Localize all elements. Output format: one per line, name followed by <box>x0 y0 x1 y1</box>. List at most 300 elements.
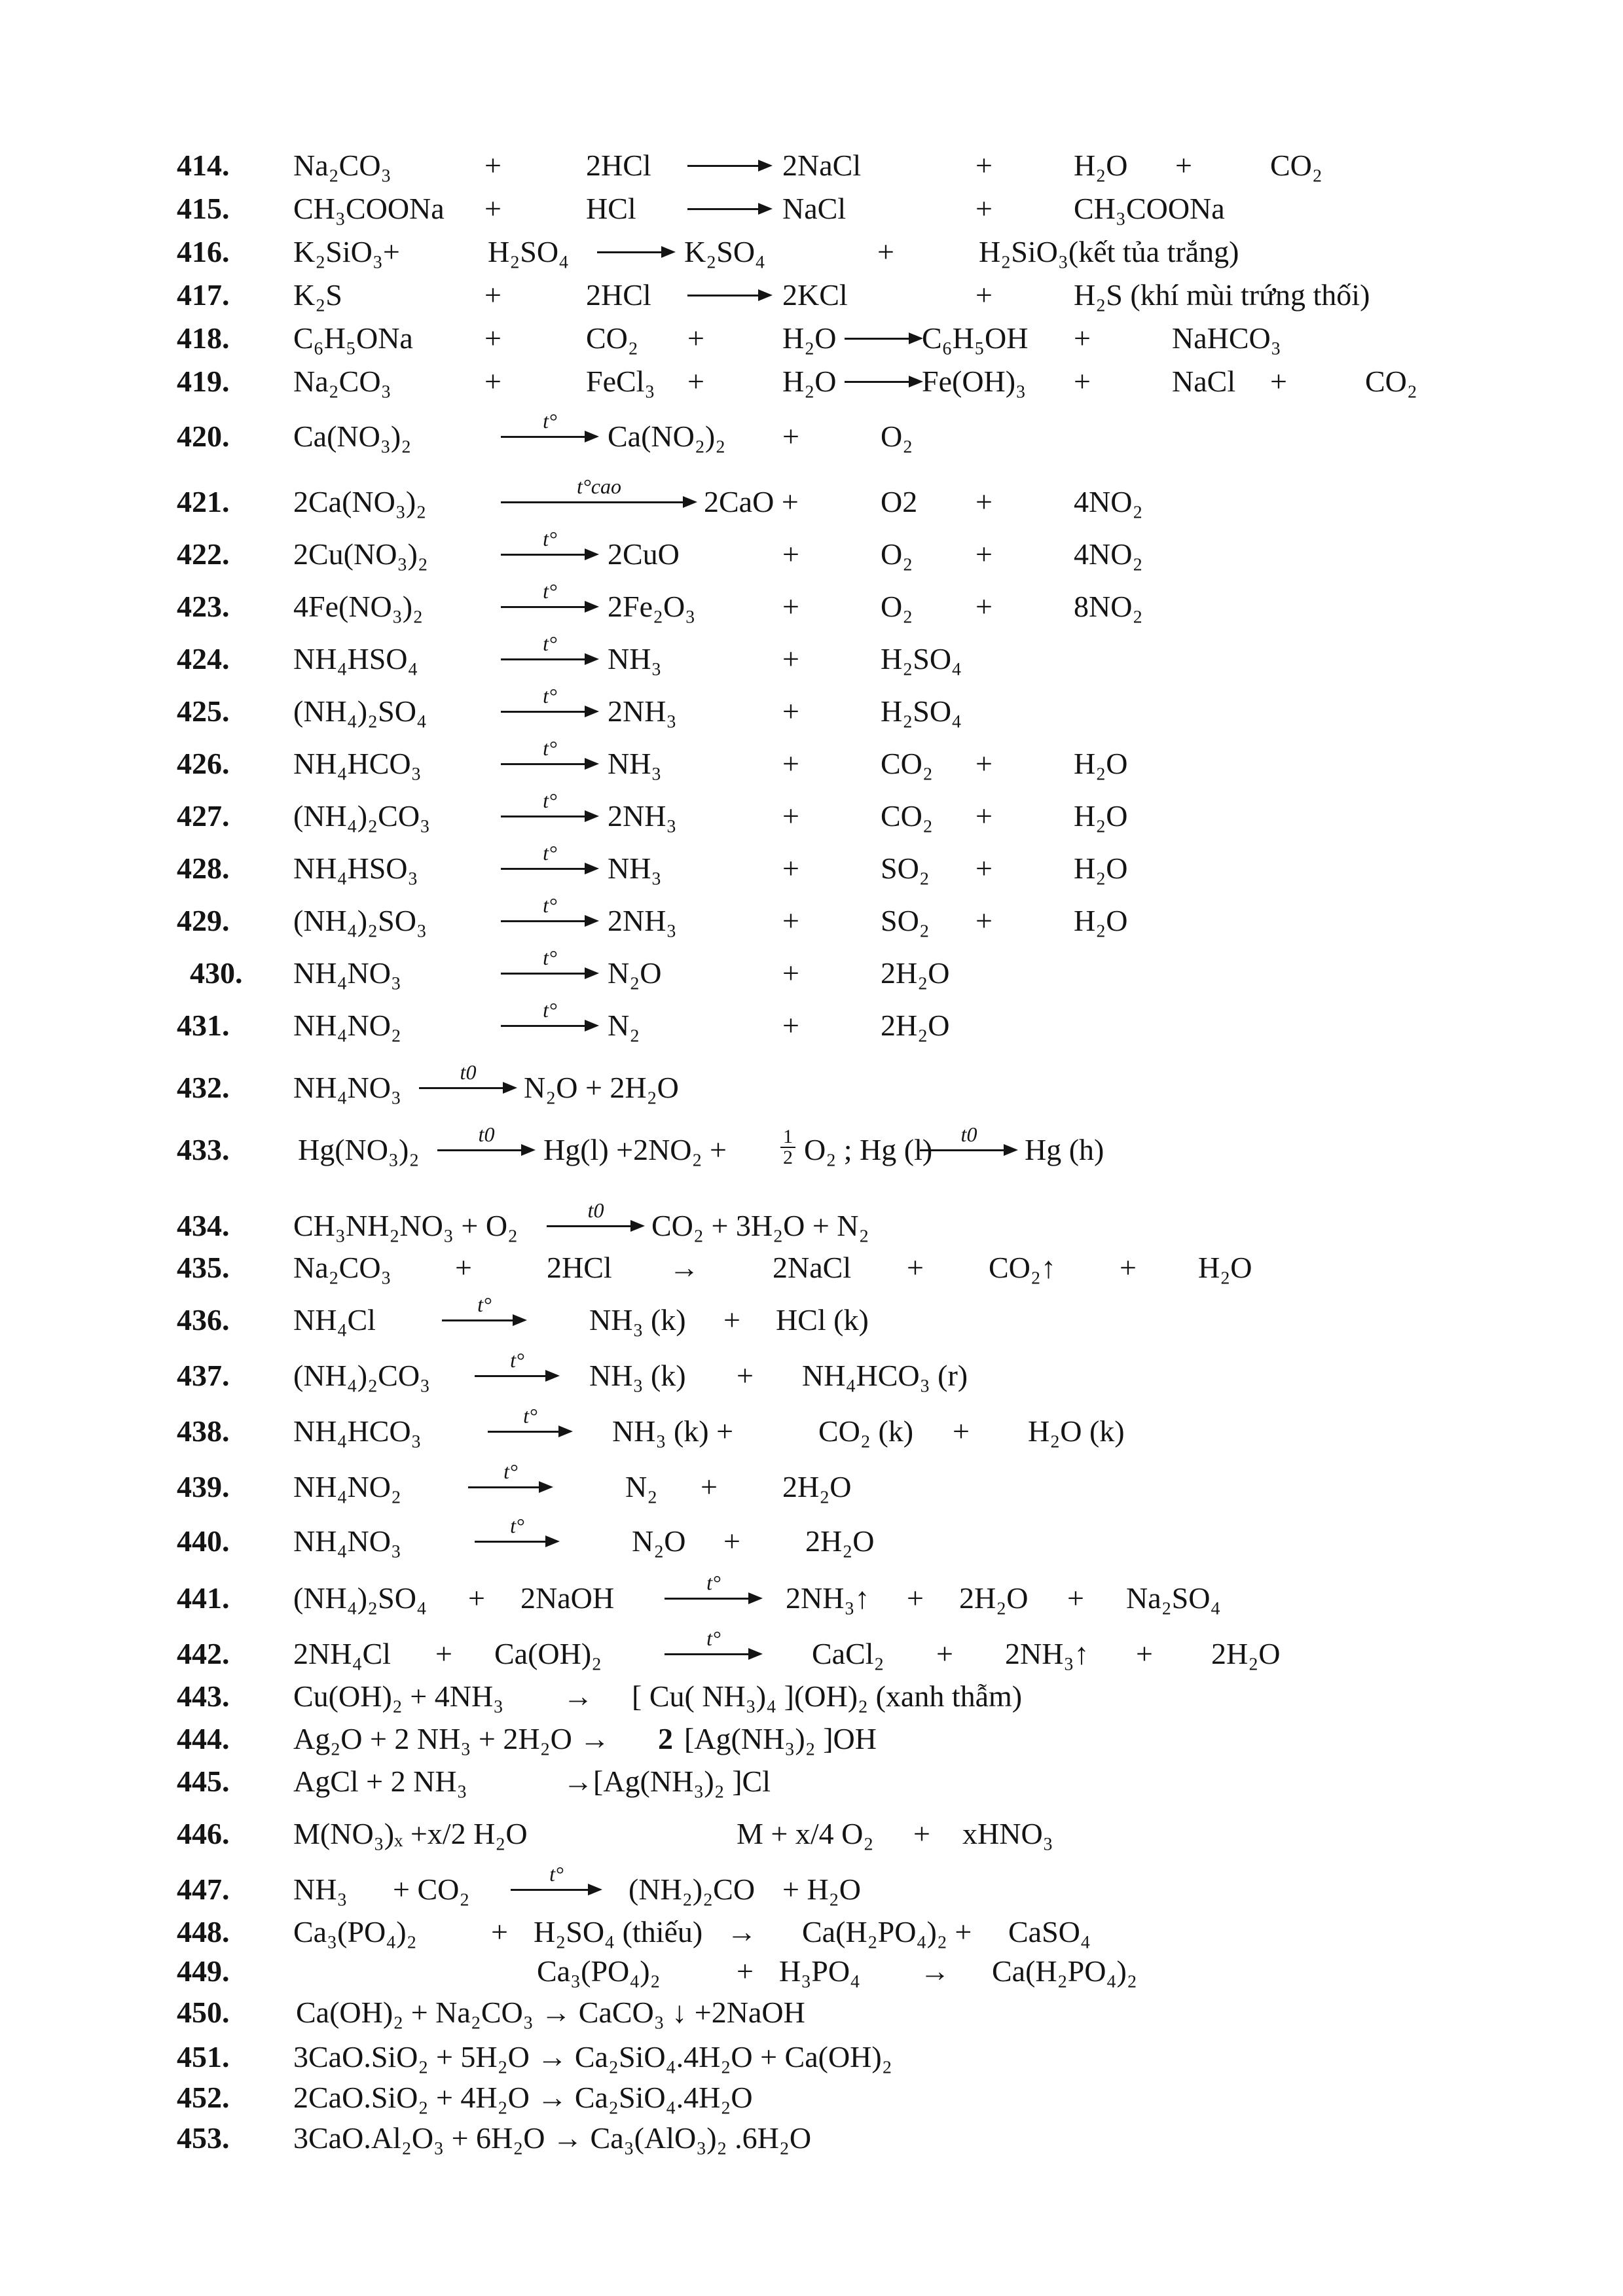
product: 2CuO <box>608 537 680 571</box>
product: O₂ ; Hg (l) <box>804 1133 933 1166</box>
arrow-text: → <box>669 1251 699 1284</box>
reaction-number: 444. <box>177 1722 230 1755</box>
reaction-row <box>0 1721 1623 1770</box>
product: CaSO₄ <box>1008 1915 1091 1948</box>
reaction-arrow <box>501 893 599 939</box>
reaction-number: 418. <box>177 321 230 355</box>
product: 2NH₃ <box>608 799 677 833</box>
reactant: Na₂CO₃ <box>293 1251 392 1284</box>
reactant: NH₄HCO₃ <box>293 747 422 780</box>
reaction-number: 419. <box>177 365 230 398</box>
reaction-arrow <box>687 191 773 226</box>
product: Fe(OH)₃ <box>922 365 1027 398</box>
plus: + <box>782 852 799 885</box>
fraction-numerator: 1 <box>780 1127 795 1148</box>
coefficient: 2 <box>658 1722 673 1755</box>
reaction-condition: t°cao <box>577 475 621 498</box>
reactant: AgCl + 2 NH₃ <box>293 1765 467 1798</box>
product: H₂O (k) <box>1028 1414 1125 1448</box>
plus: + <box>976 590 993 623</box>
reaction-row <box>0 998 1623 1056</box>
plus: + <box>1136 1637 1153 1670</box>
product: xHNO₃ <box>962 1817 1053 1850</box>
equation: 3CaO.Al₂O₃ + 6H₂O → Ca₃(AlO₃)₂ .6H₂O <box>293 2121 812 2155</box>
reaction-arrow <box>687 148 773 183</box>
product: Hg (h) <box>1025 1133 1104 1166</box>
product: H₂O <box>1074 904 1128 937</box>
plus: + <box>976 747 993 780</box>
reaction-arrow <box>501 409 599 454</box>
product: 2H₂O <box>881 1009 950 1042</box>
reaction-number: 432. <box>177 1071 230 1104</box>
reaction-condition: t° <box>706 1571 721 1594</box>
reaction-row <box>0 841 1623 899</box>
reaction-arrow <box>501 579 599 624</box>
reaction-number: 428. <box>177 852 230 885</box>
product: NaCl <box>1172 365 1236 398</box>
reaction-arrow <box>475 1514 560 1559</box>
reaction-arrow <box>501 475 697 520</box>
reaction-number: 450. <box>177 1996 230 2029</box>
plus: + <box>976 192 993 225</box>
product: CO₂ <box>881 747 933 780</box>
reactant: (NH₄)₂SO₄ <box>293 694 427 728</box>
reactant: FeCl₃ <box>586 365 655 398</box>
reaction-condition: t° <box>503 1460 518 1483</box>
product: H₂O <box>1074 747 1128 780</box>
reaction-number: 445. <box>177 1765 230 1798</box>
plus: + <box>701 1470 718 1503</box>
product: Na₂SO₄ <box>1126 1581 1221 1615</box>
plus: + <box>1175 149 1192 182</box>
plus: + <box>907 1251 924 1284</box>
product: 2Fe₂O₃ <box>608 590 696 623</box>
product: SO₂ <box>881 904 930 937</box>
reaction-arrow <box>468 1460 553 1505</box>
plus: + <box>484 321 501 355</box>
reactant: (NH₄)₂CO₃ <box>293 1359 431 1392</box>
reaction-number: 430. <box>190 956 243 990</box>
product: NH₃ <box>608 642 662 675</box>
reactant: CH₃COONa <box>293 192 445 225</box>
reaction-arrow <box>547 1198 645 1244</box>
product: SO₂ <box>881 852 930 885</box>
product: NH₃ (k) + <box>612 1414 734 1448</box>
reactant: CO₂ <box>586 321 638 355</box>
product: NH₃ (k) <box>589 1303 686 1336</box>
reaction-number: 435. <box>177 1251 230 1284</box>
reaction-row <box>0 1348 1623 1407</box>
reaction-row <box>0 278 1623 326</box>
reaction-condition: t° <box>543 893 557 917</box>
reactant: H₂O <box>782 321 837 355</box>
reaction-condition: t° <box>543 998 557 1022</box>
reaction-number: 417. <box>177 278 230 312</box>
reaction-number: 415. <box>177 192 230 225</box>
reaction-arrow <box>501 998 599 1043</box>
reactant: Ca(OH)₂ <box>494 1637 602 1670</box>
reaction-arrow <box>920 1122 1018 1168</box>
product: NaHCO₃ <box>1172 321 1281 355</box>
reaction-arrow <box>687 278 773 313</box>
reaction-row <box>0 946 1623 1004</box>
plus: + <box>484 365 501 398</box>
reaction-row <box>0 1514 1623 1572</box>
arrow-text: → <box>920 1954 950 1988</box>
reactant: Ca₃(PO₄)₂ <box>537 1954 661 1988</box>
plus: + <box>976 852 993 885</box>
reactant: NH₄Cl <box>293 1303 376 1336</box>
reaction-number: 439. <box>177 1470 230 1503</box>
product: Ca(H₂PO₄)₂ + <box>802 1915 972 1948</box>
reaction-arrow <box>665 1571 763 1616</box>
product: NH₄HCO₃ (r) <box>802 1359 968 1392</box>
product: CH₃COONa <box>1074 192 1225 225</box>
plus: + <box>687 321 704 355</box>
plus: + <box>737 1359 754 1392</box>
plus: + <box>782 694 799 728</box>
plus: + <box>723 1303 740 1336</box>
arrow-text: → <box>563 1679 593 1713</box>
reaction-condition: t0 <box>960 1122 977 1146</box>
product: 2H₂O <box>959 1581 1029 1615</box>
reactant: H₂O <box>782 365 837 398</box>
reaction-condition: t0 <box>587 1198 604 1222</box>
reaction-arrow <box>442 1293 527 1338</box>
reaction-row <box>0 191 1623 240</box>
plus: + <box>976 799 993 833</box>
reactant: 2NH₄Cl <box>293 1637 391 1670</box>
reaction-row <box>0 234 1623 283</box>
plus: + <box>782 420 799 453</box>
plus: + <box>1067 1581 1084 1615</box>
plus: + <box>782 904 799 937</box>
reaction-number: 436. <box>177 1303 230 1336</box>
reaction-number: 453. <box>177 2121 230 2155</box>
reactant: (NH₄)₂SO₃ <box>293 904 427 937</box>
plus: + <box>976 485 993 518</box>
reaction-number: 427. <box>177 799 230 833</box>
product: N₂O + 2H₂O <box>524 1071 679 1104</box>
equation: 2CaO.SiO₂ + 4H₂O → Ca₂SiO₄.4H₂O <box>293 2081 753 2114</box>
reaction-number: 442. <box>177 1637 230 1670</box>
product: 2NH₃ <box>608 904 677 937</box>
product: H₂O <box>1074 149 1128 182</box>
product: 2H₂O <box>805 1524 875 1558</box>
reactant: 2HCl <box>586 149 651 182</box>
reaction-arrow <box>501 527 599 572</box>
plus: + <box>976 904 993 937</box>
product: M + x/4 O₂ <box>737 1817 874 1850</box>
reaction-row <box>0 1816 1623 1865</box>
product: Ca(NO₂)₂ <box>608 420 726 453</box>
reaction-arrow <box>501 632 599 677</box>
plus: + <box>723 1524 740 1558</box>
product: H₂O <box>1198 1251 1252 1284</box>
product: CO₂↑ <box>989 1251 1056 1284</box>
product: 2NH₃ <box>608 694 677 728</box>
reaction-row <box>0 789 1623 847</box>
product: CO₂ <box>881 799 933 833</box>
product: O2 <box>881 485 918 518</box>
product: CO₂ <box>1365 365 1417 398</box>
reaction-arrow <box>501 789 599 834</box>
plus: + <box>913 1817 930 1850</box>
reaction-number: 420. <box>177 420 230 453</box>
reactant: Ca(NO₃)₂ <box>293 420 412 453</box>
reaction-row <box>0 1293 1623 1351</box>
plus: + <box>1074 321 1091 355</box>
reaction-arrow <box>501 946 599 991</box>
equation: Ca(OH)₂ + Na₂CO₃ → CaCO₃ ↓ +2NaOH <box>296 1996 805 2029</box>
reaction-arrow <box>501 841 599 886</box>
product: [ Cu( NH₃)₄ ](OH)₂ (xanh thẫm) <box>632 1679 1023 1713</box>
reaction-condition: t° <box>543 789 557 812</box>
reactant: NH₄NO₃ <box>293 1071 401 1104</box>
reaction-number: 443. <box>177 1679 230 1713</box>
reactant: NH₄HCO₃ <box>293 1414 422 1448</box>
product: H₂O <box>1074 799 1128 833</box>
reaction-number: 434. <box>177 1209 230 1242</box>
plus: + <box>455 1251 472 1284</box>
reaction-number: 446. <box>177 1817 230 1850</box>
reactant: Hg(NO₃)₂ <box>298 1133 420 1166</box>
reaction-condition: t° <box>510 1348 524 1372</box>
reaction-number: 431. <box>177 1009 230 1042</box>
reaction-number: 451. <box>177 2040 230 2073</box>
reaction-condition: t0 <box>460 1060 477 1084</box>
reactant: 2Cu(NO₃)₂ <box>293 537 428 571</box>
reaction-condition: t° <box>543 632 557 655</box>
product: 8NO₂ <box>1074 590 1143 623</box>
reaction-arrow <box>437 1122 536 1168</box>
reactant: H₂SO₄ <box>488 235 570 268</box>
product: H₂SiO₃(kết tủa trắng) <box>979 235 1239 268</box>
reactant: 2NaOH <box>520 1581 615 1615</box>
reaction-row <box>0 1404 1623 1462</box>
plus: + <box>484 192 501 225</box>
reaction-row <box>0 736 1623 795</box>
product: O₂ <box>881 537 913 571</box>
product: 2NaCl <box>782 149 862 182</box>
reaction-number: 433. <box>177 1133 230 1166</box>
reactant: 4Fe(NO₃)₂ <box>293 590 424 623</box>
reaction-condition: t° <box>706 1626 721 1650</box>
reactant: HCl <box>586 192 636 225</box>
product: 2H₂O <box>782 1470 852 1503</box>
product: H₂S (khí mùi trứng thối) <box>1074 278 1370 312</box>
product: N₂ <box>625 1470 658 1503</box>
product: 4NO₂ <box>1074 537 1143 571</box>
reaction-row <box>0 409 1623 467</box>
reaction-condition: t° <box>543 579 557 603</box>
reactant: 2HCl <box>586 278 651 312</box>
reaction-row <box>0 1198 1623 1257</box>
product: (NH₂)₂CO <box>629 1873 756 1906</box>
reaction-row <box>0 1764 1623 1812</box>
reactant: NH₃ <box>293 1873 348 1906</box>
plus: + <box>782 642 799 675</box>
reactant: Na₂CO₃ <box>293 365 392 398</box>
reaction-number: 423. <box>177 590 230 623</box>
reaction-arrow <box>511 1862 602 1907</box>
product: Hg(l) +2NO₂ + <box>543 1133 727 1166</box>
reaction-row <box>0 1250 1623 1299</box>
reaction-arrow <box>845 364 923 399</box>
reactant: K₂S <box>293 278 342 312</box>
product: 4NO₂ <box>1074 485 1143 518</box>
reaction-condition: t° <box>543 736 557 760</box>
reactant: Cu(OH)₂ + 4NH₃ <box>293 1679 504 1713</box>
plus: + <box>782 590 799 623</box>
reaction-row <box>0 1862 1623 1920</box>
plus: + <box>782 1009 799 1042</box>
reaction-number: 452. <box>177 2081 230 2114</box>
reaction-number: 448. <box>177 1915 230 1948</box>
product: HCl (k) <box>776 1303 869 1336</box>
product: 2NH₃↑ <box>1005 1637 1089 1670</box>
reaction-row <box>0 1460 1623 1518</box>
product: 2H₂O <box>881 956 950 990</box>
reactant: Ag₂O + 2 NH₃ + 2H₂O → <box>293 1722 610 1755</box>
reactant: NH₄NO₃ <box>293 1524 401 1558</box>
product: C₆H₅OH <box>922 321 1029 355</box>
plus: + <box>907 1581 924 1615</box>
reactant: 2Ca(NO₃)₂ <box>293 485 427 518</box>
plus: + <box>484 278 501 312</box>
plus: + <box>976 537 993 571</box>
plus: + <box>484 149 501 182</box>
reaction-number: 426. <box>177 747 230 780</box>
plus: + <box>435 1637 452 1670</box>
reactant: NH₄HSO₃ <box>293 852 418 885</box>
reactant: NH₄NO₂ <box>293 1470 401 1503</box>
product: + H₂O <box>782 1873 861 1906</box>
reaction-row <box>0 475 1623 533</box>
reaction-row <box>0 1626 1623 1685</box>
reaction-condition: t° <box>543 527 557 550</box>
reaction-number: 440. <box>177 1524 230 1558</box>
product: 2NH₃↑ <box>786 1581 870 1615</box>
reaction-number: 438. <box>177 1414 230 1448</box>
reaction-condition: t° <box>543 409 557 433</box>
reaction-row <box>0 1571 1623 1629</box>
reaction-condition: t° <box>543 946 557 969</box>
product: NaCl <box>782 192 847 225</box>
reaction-number: 425. <box>177 694 230 728</box>
reaction-number: 447. <box>177 1873 230 1906</box>
reaction-number: 437. <box>177 1359 230 1392</box>
reaction-number: 449. <box>177 1954 230 1988</box>
reaction-number: 421. <box>177 485 230 518</box>
product: N₂ <box>608 1009 640 1042</box>
product: CaCl₂ <box>812 1637 884 1670</box>
reaction-row <box>0 1995 1623 2043</box>
plus: + <box>976 278 993 312</box>
plus: + <box>737 1954 754 1988</box>
fraction <box>778 1127 798 1168</box>
product: O₂ <box>881 420 913 453</box>
reaction-number: 416. <box>177 235 230 268</box>
product: Ca(H₂PO₄)₂ <box>992 1954 1137 1988</box>
product: N₂O <box>608 956 662 990</box>
reaction-row <box>0 148 1623 196</box>
reaction-arrow <box>597 234 676 270</box>
product: H₂SO₄ <box>881 694 962 728</box>
reactant: (NH₄)₂CO₃ <box>293 799 431 833</box>
reactant: + CO₂ <box>393 1873 470 1906</box>
product: H₂O <box>1074 852 1128 885</box>
product: O₂ <box>881 590 913 623</box>
reaction-number: 422. <box>177 537 230 571</box>
reactant: M(NO₃)ₓ +x/2 H₂O <box>293 1817 528 1850</box>
reaction-row <box>0 1679 1623 1727</box>
reaction-arrow <box>665 1626 763 1672</box>
reaction-row <box>0 1122 1623 1181</box>
product: NH₃ (k) <box>589 1359 686 1392</box>
reaction-condition: t0 <box>478 1122 495 1146</box>
reaction-arrow <box>488 1404 573 1449</box>
product: NH₃ <box>608 747 662 780</box>
plus: + <box>491 1915 508 1948</box>
reaction-row <box>0 579 1623 637</box>
reactant: NH₄NO₂ <box>293 1009 401 1042</box>
product: 2NaCl <box>773 1251 852 1284</box>
reactant: 2HCl <box>547 1251 612 1284</box>
plus: + <box>687 365 704 398</box>
reactant: Ca₃(PO₄)₂ <box>293 1915 417 1948</box>
product: CO₂ + 3H₂O + N₂ <box>651 1209 869 1242</box>
plus: + <box>782 537 799 571</box>
plus: + <box>1120 1251 1137 1284</box>
reaction-condition: t° <box>523 1404 538 1427</box>
plus: + <box>782 956 799 990</box>
reaction-row <box>0 684 1623 742</box>
reactant: K₂SiO₃+ <box>293 235 400 268</box>
plus: + <box>782 799 799 833</box>
equation: 3CaO.SiO₂ + 5H₂O → Ca₂SiO₄.4H₂O + Ca(OH)₂ <box>293 2040 892 2073</box>
reaction-arrow <box>501 736 599 781</box>
reaction-row <box>0 527 1623 585</box>
reaction-arrow <box>501 684 599 729</box>
product: 2H₂O <box>1211 1637 1281 1670</box>
product: NH₃ <box>608 852 662 885</box>
plus: + <box>936 1637 953 1670</box>
product: CO₂ (k) <box>818 1414 914 1448</box>
reaction-row <box>0 2121 1623 2169</box>
reactant: (NH₄)₂SO₄ <box>293 1581 427 1615</box>
product: →[Ag(NH₃)₂ ]Cl <box>563 1765 771 1798</box>
reaction-arrow <box>475 1348 560 1393</box>
reaction-row <box>0 1060 1623 1119</box>
reactant: NH₄NO₃ <box>293 956 401 990</box>
reaction-arrow <box>845 321 923 356</box>
reaction-number: 429. <box>177 904 230 937</box>
reaction-row <box>0 893 1623 952</box>
product: 2KCl <box>782 278 848 312</box>
product: CO₂ <box>1270 149 1322 182</box>
reactant: H₃PO₄ <box>779 1954 861 1988</box>
product: [Ag(NH₃)₂ ]OH <box>684 1722 877 1755</box>
plus: + <box>468 1581 485 1615</box>
product: N₂O <box>632 1524 686 1558</box>
reaction-number: 414. <box>177 149 230 182</box>
reaction-condition: t° <box>543 841 557 865</box>
plus: + <box>1074 365 1091 398</box>
plus: + <box>976 149 993 182</box>
product: 2CaO + <box>704 485 799 518</box>
reactant: NH₄HSO₄ <box>293 642 418 675</box>
